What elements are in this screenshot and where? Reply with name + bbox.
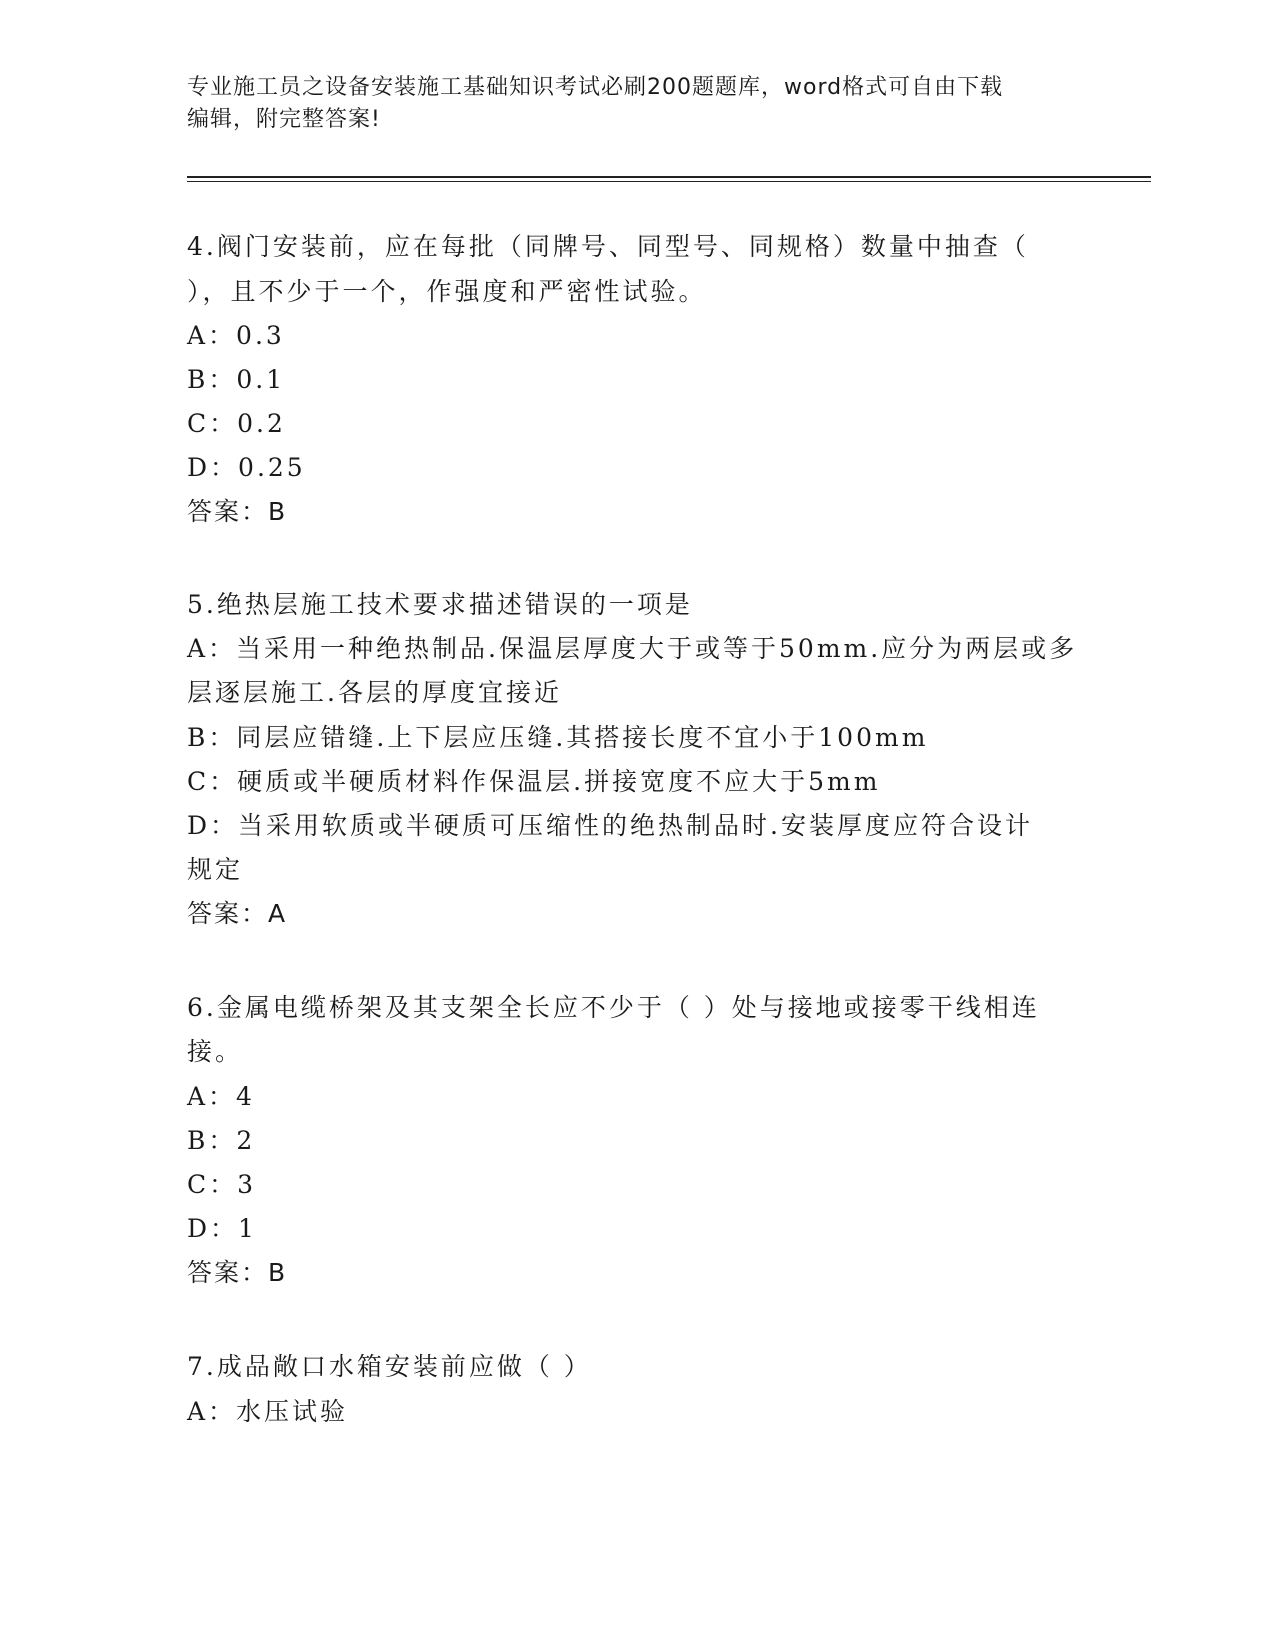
document-header: [187, 72, 1067, 136]
question-4-stem-line-2: ），且不少于一个，作强度和严密性试验。: [187, 277, 707, 306]
question-4-answer: 答案：B: [187, 497, 288, 526]
question-6-stem-line-1: 6.金属电缆桥架及其支架全长应不少于（ ）处与接地或接零干线相连: [187, 993, 1040, 1022]
question-6-option-b: B：2: [187, 1126, 256, 1155]
question-5-answer: 答案：A: [187, 899, 288, 928]
question-5-option-a-line-2: 层逐层施工.各层的厚度宜接近: [187, 678, 562, 707]
question-6-stem-line-2: 接。: [187, 1037, 244, 1066]
question-6-option-c: C：3: [187, 1170, 257, 1199]
question-7-stem: 7.成品敞口水箱安装前应做（ ）: [187, 1352, 592, 1381]
question-6-option-d: D：1: [187, 1214, 257, 1243]
question-5-option-d-line-1: D：当采用软质或半硬质可压缩性的绝热制品时.安装厚度应符合设计: [187, 811, 1033, 840]
header-line-1: 专业施工员之设备安装施工基础知识考试必刷200题题库，word格式可自由下载: [187, 75, 1004, 100]
question-4-stem-line-1: 4.阀门安装前，应在每批（同牌号、同型号、同规格）数量中抽查（: [187, 232, 1029, 261]
question-5-option-b: B：同层应错缝.上下层应压缝.其搭接长度不宜小于100mm: [187, 723, 929, 752]
header-divider-thin: [187, 181, 1151, 182]
question-7-option-a: A：水压试验: [187, 1397, 349, 1426]
question-5-option-a-line-1: A：当采用一种绝热制品.保温层厚度大于或等于50mm.应分为两层或多: [187, 634, 1078, 663]
question-5-option-c: C：硬质或半硬质材料作保温层.拼接宽度不应大于5mm: [187, 767, 881, 796]
question-4-option-c: C：0.2: [187, 409, 286, 438]
question-5-option-d-line-2: 规定: [187, 855, 244, 884]
question-4-option-a: A：0.3: [187, 321, 285, 350]
header-divider-thick: [187, 176, 1151, 178]
question-4-option-b: B：0.1: [187, 365, 286, 394]
question-4-option-d: D：0.25: [187, 453, 306, 482]
question-5-stem: 5.绝热层施工技术要求描述错误的一项是: [187, 590, 693, 619]
question-6-answer: 答案：B: [187, 1258, 288, 1287]
question-6-option-a: A：4: [187, 1082, 255, 1111]
header-line-2: 编辑，附完整答案!: [187, 107, 381, 132]
